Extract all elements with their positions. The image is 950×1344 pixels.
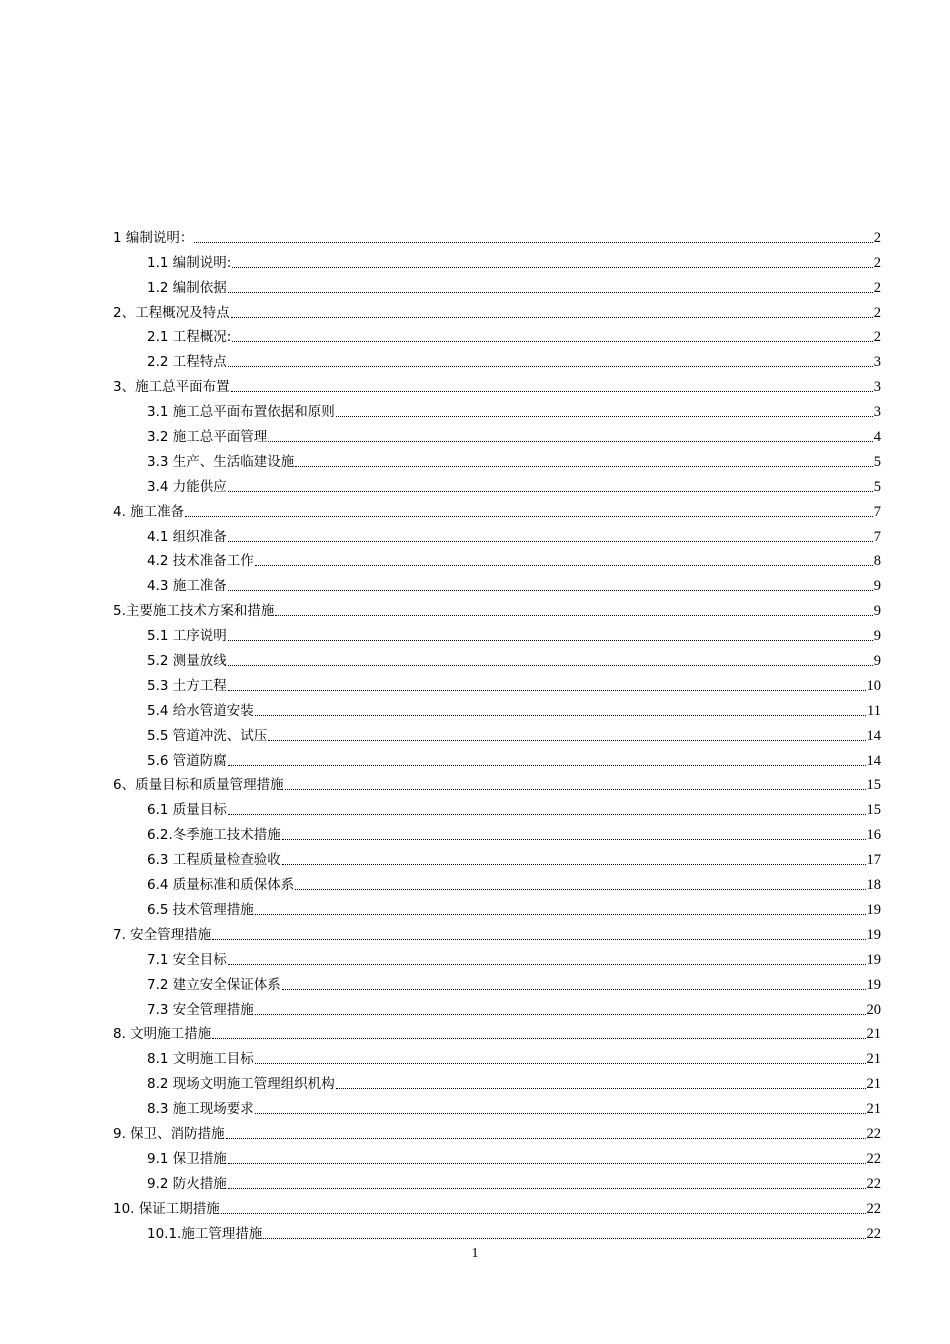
toc-dot-leader	[212, 1025, 865, 1043]
toc-dot-leader	[228, 627, 873, 645]
toc-dot-leader	[231, 304, 873, 322]
toc-entry-label: 8. 文明施工措施	[113, 1026, 212, 1043]
toc-dot-leader	[282, 826, 866, 844]
toc-entry-page-number: 2	[873, 329, 881, 346]
toc-entry-label: 6.3 工程质量检查验收	[147, 852, 281, 869]
toc-entry-section[interactable]	[113, 570, 881, 595]
toc-entry-page-number: 19	[866, 901, 881, 918]
toc-entry-page-number: 2	[873, 304, 881, 321]
toc-entry-chapter[interactable]	[113, 371, 881, 396]
toc-entry-section[interactable]	[113, 944, 881, 969]
toc-entry-section[interactable]	[113, 994, 881, 1019]
toc-entry-label: 3.2 施工总平面管理	[147, 429, 268, 446]
toc-dot-leader	[285, 776, 866, 794]
toc-entry-label: 5.主要施工技术方案和措施	[113, 603, 275, 620]
toc-dot-leader	[228, 1150, 866, 1168]
toc-entry-section[interactable]	[113, 322, 881, 347]
toc-entry-label: 8.1 文明施工目标	[147, 1051, 254, 1068]
toc-entry-page-number: 14	[866, 752, 881, 769]
toc-entry-chapter[interactable]	[113, 1118, 881, 1143]
toc-entry-section[interactable]	[113, 471, 881, 496]
toc-dot-leader	[212, 926, 865, 944]
toc-dot-leader	[228, 353, 873, 371]
toc-entry-label: 6.1 质量目标	[147, 802, 227, 819]
toc-dot-leader	[295, 876, 865, 894]
toc-entry-label: 5.5 管道冲洗、试压	[147, 727, 268, 744]
toc-entry-section[interactable]	[113, 546, 881, 571]
toc-dot-leader	[255, 552, 873, 570]
toc-dot-leader	[255, 1100, 866, 1118]
toc-dot-leader	[232, 328, 872, 346]
toc-entry-label: 9.1 保卫措施	[147, 1150, 227, 1167]
toc-entry-page-number: 21	[866, 1051, 881, 1068]
toc-entry-page-number: 9	[873, 603, 881, 620]
toc-entry-chapter[interactable]	[113, 496, 881, 521]
toc-entry-chapter[interactable]	[113, 222, 881, 247]
toc-dot-leader	[228, 652, 873, 670]
toc-entry-page-number: 7	[873, 528, 881, 545]
toc-dot-leader	[228, 951, 866, 969]
toc-entry-page-number: 9	[873, 628, 881, 645]
toc-entry-page-number: 15	[866, 777, 881, 794]
toc-entry-page-number: 10	[866, 677, 881, 694]
toc-dot-leader	[228, 752, 866, 770]
toc-entry-section[interactable]	[113, 421, 881, 446]
toc-entry-label: 4.3 施工准备	[147, 578, 227, 595]
toc-entry-section[interactable]	[113, 446, 881, 471]
toc-entry-section[interactable]	[113, 695, 881, 720]
toc-dot-leader	[226, 1125, 866, 1143]
toc-entry-page-number: 21	[866, 1101, 881, 1118]
toc-entry-page-number: 19	[866, 926, 881, 943]
toc-dot-leader	[228, 279, 873, 297]
toc-entry-page-number: 21	[866, 1026, 881, 1043]
toc-entry-page-number: 22	[866, 1150, 881, 1167]
toc-entry-section[interactable]	[113, 844, 881, 869]
toc-entry-label: 5.2 测量放线	[147, 653, 227, 670]
toc-dot-leader	[255, 1050, 866, 1068]
toc-dot-leader	[231, 378, 873, 396]
toc-dot-leader	[255, 1001, 866, 1019]
toc-entry-section[interactable]	[113, 272, 881, 297]
toc-entry-label: 1.1 编制说明:	[147, 254, 232, 271]
toc-dot-leader	[268, 727, 865, 745]
toc-entry-label: 9. 保卫、消防措施	[113, 1125, 225, 1142]
toc-entry-page-number: 22	[866, 1225, 881, 1242]
toc-entry-label: 5.4 给水管道安装	[147, 702, 254, 719]
toc-entry-section[interactable]	[113, 1093, 881, 1118]
toc-entry-label: 7.3 安全管理措施	[147, 1001, 254, 1018]
toc-dot-leader	[228, 801, 866, 819]
toc-entry-chapter[interactable]	[113, 1193, 881, 1218]
toc-entry-page-number: 2	[873, 254, 881, 271]
toc-entry-label: 9.2 防火措施	[147, 1175, 227, 1192]
toc-entry-page-number: 17	[866, 852, 881, 869]
toc-dot-leader	[255, 901, 866, 919]
toc-dot-leader	[268, 428, 872, 446]
toc-entry-section[interactable]	[113, 794, 881, 819]
toc-entry-page-number: 2	[873, 229, 881, 246]
toc-entry-label: 7. 安全管理措施	[113, 926, 212, 943]
toc-entry-page-number: 19	[866, 951, 881, 968]
toc-entry-page-number: 3	[873, 379, 881, 396]
toc-entry-section[interactable]	[113, 396, 881, 421]
toc-entry-section[interactable]	[113, 720, 881, 745]
toc-entry-chapter[interactable]	[113, 770, 881, 795]
toc-entry-page-number: 19	[866, 976, 881, 993]
toc-entry-page-number: 8	[873, 553, 881, 570]
toc-entry-label: 2.1 工程概况:	[147, 329, 232, 346]
toc-entry-section[interactable]	[113, 894, 881, 919]
toc-entry-label: 6、质量目标和质量管理措施	[113, 777, 284, 794]
toc-entry-chapter[interactable]	[113, 1019, 881, 1044]
toc-dot-leader	[282, 851, 866, 869]
toc-entry-section[interactable]	[113, 1143, 881, 1168]
toc-entry-label: 5.6 管道防腐	[147, 752, 227, 769]
toc-dot-leader	[255, 702, 866, 720]
table-of-contents	[113, 222, 881, 1243]
toc-entry-page-number: 3	[873, 404, 881, 421]
toc-entry-label: 4. 施工准备	[113, 503, 185, 520]
toc-dot-leader	[194, 229, 872, 247]
toc-entry-label: 7.2 建立安全保证体系	[147, 976, 281, 993]
toc-dot-leader	[228, 577, 873, 595]
toc-entry-page-number: 3	[873, 354, 881, 371]
toc-entry-page-number: 4	[873, 429, 881, 446]
toc-entry-page-number: 14	[866, 727, 881, 744]
toc-entry-section[interactable]	[113, 346, 881, 371]
toc-dot-leader	[185, 503, 873, 521]
toc-entry-page-number: 2	[873, 279, 881, 296]
toc-entry-label: 4.1 组织准备	[147, 528, 227, 545]
toc-dot-leader	[221, 1200, 866, 1218]
toc-entry-section[interactable]	[113, 819, 881, 844]
toc-dot-leader	[282, 976, 866, 994]
toc-dot-leader	[336, 403, 873, 421]
toc-entry-section[interactable]	[113, 620, 881, 645]
toc-entry-label: 10.1.施工管理措施	[147, 1225, 263, 1242]
toc-entry-page-number: 18	[866, 877, 881, 894]
toc-entry-chapter[interactable]	[113, 595, 881, 620]
toc-entry-section[interactable]	[113, 1168, 881, 1193]
toc-dot-leader	[263, 1225, 865, 1243]
toc-entry-label: 6.2.冬季施工技术措施	[147, 827, 281, 844]
toc-entry-label: 4.2 技术准备工作	[147, 553, 254, 570]
page-number: 1	[471, 1246, 479, 1261]
toc-entry-section[interactable]	[113, 521, 881, 546]
toc-entry-section[interactable]	[113, 645, 881, 670]
toc-entry-section[interactable]	[113, 1218, 881, 1243]
toc-entry-label: 5.1 工序说明	[147, 628, 227, 645]
toc-entry-label: 8.2 现场文明施工管理组织机构	[147, 1076, 335, 1093]
toc-entry-label: 5.3 土方工程	[147, 677, 227, 694]
toc-dot-leader	[228, 677, 866, 695]
toc-entry-label: 2.2 工程特点	[147, 354, 227, 371]
toc-entry-page-number: 5	[873, 453, 881, 470]
toc-entry-section[interactable]	[113, 1043, 881, 1068]
toc-entry-page-number: 15	[866, 802, 881, 819]
toc-entry-page-number: 21	[866, 1076, 881, 1093]
toc-entry-section[interactable]	[113, 247, 881, 272]
toc-entry-page-number: 22	[866, 1125, 881, 1142]
toc-dot-leader	[336, 1075, 866, 1093]
toc-dot-leader	[228, 478, 873, 496]
toc-entry-page-number: 22	[866, 1200, 881, 1217]
toc-entry-label: 2、工程概况及特点	[113, 304, 230, 321]
toc-entry-label: 1 编制说明：	[113, 229, 194, 246]
toc-entry-label: 3.3 生产、生活临建设施	[147, 453, 295, 470]
toc-entry-page-number: 9	[873, 653, 881, 670]
toc-entry-label: 6.5 技术管理措施	[147, 901, 254, 918]
toc-entry-page-number: 16	[866, 827, 881, 844]
toc-entry-label: 3.1 施工总平面布置依据和原则	[147, 404, 335, 421]
toc-entry-page-number: 9	[873, 578, 881, 595]
toc-dot-leader	[275, 602, 872, 620]
toc-entry-label: 8.3 施工现场要求	[147, 1101, 254, 1118]
toc-entry-section[interactable]	[113, 670, 881, 695]
toc-entry-page-number: 11	[867, 702, 881, 719]
toc-entry-label: 1.2 编制依据	[147, 279, 227, 296]
toc-entry-label: 7.1 安全目标	[147, 951, 227, 968]
toc-entry-section[interactable]	[113, 1068, 881, 1093]
toc-entry-page-number: 22	[866, 1175, 881, 1192]
toc-entry-section[interactable]	[113, 869, 881, 894]
toc-entry-page-number: 20	[866, 1001, 881, 1018]
toc-dot-leader	[228, 1175, 866, 1193]
toc-entry-section[interactable]	[113, 745, 881, 770]
toc-dot-leader	[228, 528, 873, 546]
toc-entry-label: 3、施工总平面布置	[113, 379, 230, 396]
toc-entry-label: 10. 保证工期措施	[113, 1200, 220, 1217]
toc-entry-page-number: 5	[873, 478, 881, 495]
toc-entry-chapter[interactable]	[113, 919, 881, 944]
toc-entry-label: 3.4 力能供应	[147, 478, 227, 495]
toc-dot-leader	[232, 254, 872, 272]
toc-entry-section[interactable]	[113, 969, 881, 994]
toc-dot-leader	[295, 453, 872, 471]
toc-entry-page-number: 7	[873, 503, 881, 520]
toc-entry-label: 6.4 质量标准和质保体系	[147, 877, 295, 894]
toc-entry-chapter[interactable]	[113, 297, 881, 322]
